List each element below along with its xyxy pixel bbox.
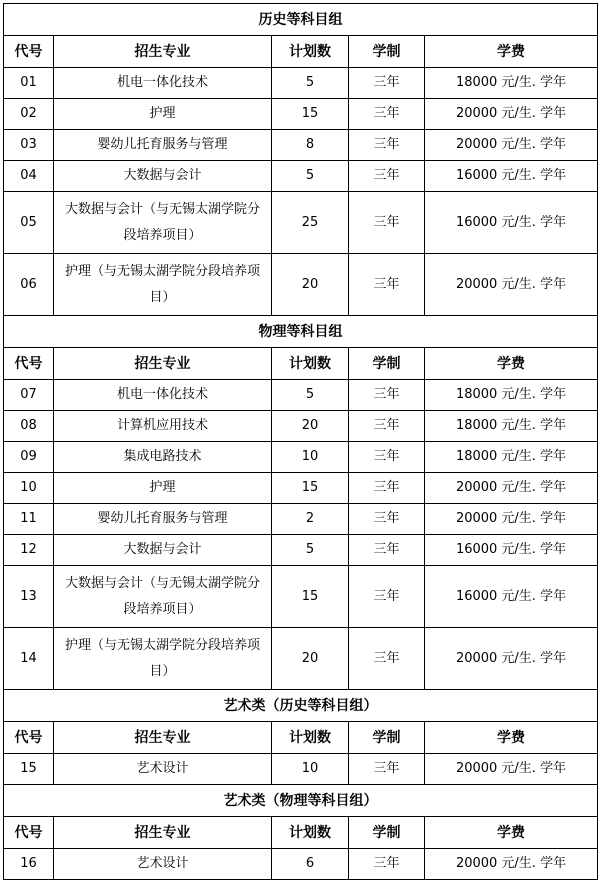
cell-major: 婴幼儿托育服务与管理 (54, 130, 272, 161)
cell-duration: 三年 (349, 473, 425, 504)
cell-major: 计算机应用技术 (54, 411, 272, 442)
cell-fee: 16000 元/生. 学年 (425, 535, 598, 566)
cell-fee: 20000 元/生. 学年 (425, 130, 598, 161)
cell-fee: 18000 元/生. 学年 (425, 411, 598, 442)
table-row (4, 161, 598, 192)
section-title-row (4, 690, 598, 722)
cell-plan: 2 (272, 504, 349, 535)
table-row (4, 254, 598, 316)
header-plan: 计划数 (272, 36, 349, 68)
header-fee: 学费 (425, 348, 598, 380)
cell-plan: 5 (272, 161, 349, 192)
table-body (4, 4, 598, 880)
header-major: 招生专业 (54, 817, 272, 849)
cell-plan: 5 (272, 535, 349, 566)
cell-code: 10 (4, 473, 54, 504)
cell-plan: 8 (272, 130, 349, 161)
cell-code: 05 (4, 192, 54, 254)
table-row (4, 192, 598, 254)
table-row (4, 99, 598, 130)
cell-code: 04 (4, 161, 54, 192)
cell-plan: 15 (272, 566, 349, 628)
cell-duration: 三年 (349, 99, 425, 130)
cell-duration: 三年 (349, 628, 425, 690)
table-row (4, 380, 598, 411)
cell-major: 大数据与会计 (54, 535, 272, 566)
cell-fee: 18000 元/生. 学年 (425, 380, 598, 411)
header-fee: 学费 (425, 722, 598, 754)
cell-major: 护理（与无锡太湖学院分段培养项目） (54, 254, 272, 316)
header-major: 招生专业 (54, 722, 272, 754)
cell-fee: 18000 元/生. 学年 (425, 68, 598, 99)
cell-plan: 10 (272, 754, 349, 785)
cell-fee: 20000 元/生. 学年 (425, 504, 598, 535)
cell-plan: 6 (272, 849, 349, 880)
cell-code: 15 (4, 754, 54, 785)
cell-major: 机电一体化技术 (54, 380, 272, 411)
section-title-row (4, 4, 598, 36)
cell-code: 01 (4, 68, 54, 99)
cell-fee: 20000 元/生. 学年 (425, 754, 598, 785)
cell-major: 集成电路技术 (54, 442, 272, 473)
cell-duration: 三年 (349, 849, 425, 880)
cell-duration: 三年 (349, 566, 425, 628)
table-row (4, 849, 598, 880)
cell-major: 护理（与无锡太湖学院分段培养项目） (54, 628, 272, 690)
cell-plan: 20 (272, 254, 349, 316)
cell-major: 大数据与会计（与无锡太湖学院分段培养项目） (54, 566, 272, 628)
cell-fee: 16000 元/生. 学年 (425, 566, 598, 628)
table-row (4, 535, 598, 566)
header-row (4, 348, 598, 380)
cell-fee: 18000 元/生. 学年 (425, 442, 598, 473)
table-row (4, 628, 598, 690)
cell-duration: 三年 (349, 192, 425, 254)
section-title: 历史等科目组 (4, 4, 598, 36)
header-row (4, 817, 598, 849)
table-row (4, 473, 598, 504)
header-plan: 计划数 (272, 348, 349, 380)
cell-major: 大数据与会计（与无锡太湖学院分段培养项目） (54, 192, 272, 254)
header-code: 代号 (4, 348, 54, 380)
cell-fee: 20000 元/生. 学年 (425, 628, 598, 690)
table-row (4, 68, 598, 99)
cell-code: 14 (4, 628, 54, 690)
cell-duration: 三年 (349, 535, 425, 566)
cell-code: 11 (4, 504, 54, 535)
cell-duration: 三年 (349, 442, 425, 473)
section-title-row (4, 316, 598, 348)
table-row (4, 754, 598, 785)
cell-plan: 5 (272, 380, 349, 411)
header-fee: 学费 (425, 817, 598, 849)
section-title-row (4, 785, 598, 817)
table-row (4, 130, 598, 161)
cell-fee: 16000 元/生. 学年 (425, 161, 598, 192)
cell-plan: 20 (272, 411, 349, 442)
table-row (4, 566, 598, 628)
table-row (4, 411, 598, 442)
table-row (4, 442, 598, 473)
cell-code: 02 (4, 99, 54, 130)
cell-duration: 三年 (349, 130, 425, 161)
cell-major: 护理 (54, 473, 272, 504)
header-major: 招生专业 (54, 348, 272, 380)
header-row (4, 36, 598, 68)
header-duration: 学制 (349, 817, 425, 849)
cell-duration: 三年 (349, 504, 425, 535)
header-row (4, 722, 598, 754)
header-fee: 学费 (425, 36, 598, 68)
header-code: 代号 (4, 722, 54, 754)
cell-major: 护理 (54, 99, 272, 130)
cell-code: 07 (4, 380, 54, 411)
cell-code: 08 (4, 411, 54, 442)
cell-major: 大数据与会计 (54, 161, 272, 192)
cell-plan: 15 (272, 99, 349, 130)
header-major: 招生专业 (54, 36, 272, 68)
cell-fee: 20000 元/生. 学年 (425, 849, 598, 880)
cell-code: 16 (4, 849, 54, 880)
cell-duration: 三年 (349, 754, 425, 785)
header-duration: 学制 (349, 348, 425, 380)
section-title: 艺术类（历史等科目组） (4, 690, 598, 722)
header-code: 代号 (4, 36, 54, 68)
header-plan: 计划数 (272, 722, 349, 754)
cell-duration: 三年 (349, 254, 425, 316)
cell-major: 机电一体化技术 (54, 68, 272, 99)
cell-duration: 三年 (349, 411, 425, 442)
header-plan: 计划数 (272, 817, 349, 849)
cell-duration: 三年 (349, 68, 425, 99)
cell-code: 12 (4, 535, 54, 566)
admission-plan-table (3, 3, 598, 880)
cell-major: 艺术设计 (54, 849, 272, 880)
cell-major: 婴幼儿托育服务与管理 (54, 504, 272, 535)
cell-code: 03 (4, 130, 54, 161)
cell-fee: 20000 元/生. 学年 (425, 473, 598, 504)
cell-plan: 20 (272, 628, 349, 690)
cell-major: 艺术设计 (54, 754, 272, 785)
header-duration: 学制 (349, 722, 425, 754)
header-duration: 学制 (349, 36, 425, 68)
section-title: 物理等科目组 (4, 316, 598, 348)
cell-duration: 三年 (349, 161, 425, 192)
cell-fee: 20000 元/生. 学年 (425, 99, 598, 130)
cell-code: 06 (4, 254, 54, 316)
cell-code: 13 (4, 566, 54, 628)
cell-plan: 5 (272, 68, 349, 99)
header-code: 代号 (4, 817, 54, 849)
cell-fee: 16000 元/生. 学年 (425, 192, 598, 254)
cell-plan: 15 (272, 473, 349, 504)
cell-code: 09 (4, 442, 54, 473)
section-title: 艺术类（物理等科目组） (4, 785, 598, 817)
cell-duration: 三年 (349, 380, 425, 411)
cell-plan: 10 (272, 442, 349, 473)
cell-plan: 25 (272, 192, 349, 254)
table-row (4, 504, 598, 535)
cell-fee: 20000 元/生. 学年 (425, 254, 598, 316)
